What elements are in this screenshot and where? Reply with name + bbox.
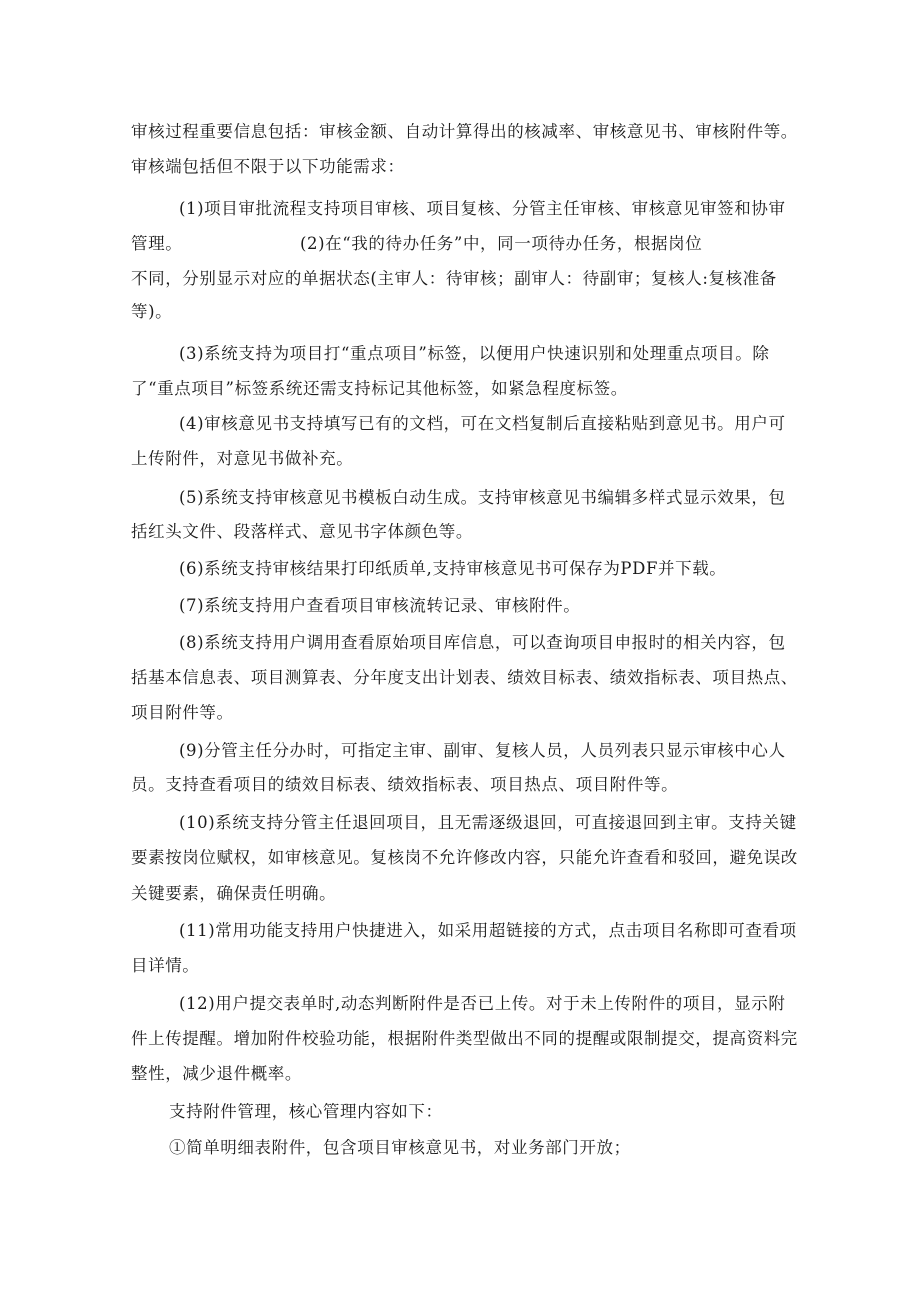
- text-line: (12)用户提交表单时,动态判断附件是否已上传。对于未上传附件的项目，显示附: [179, 994, 786, 1013]
- text-line: 要素按岗位赋权，如审核意见。复核岗不允许修改内容，只能允许查看和驳回，避免误改: [131, 848, 798, 867]
- text-line: 了“重点项目”标签系统还需支持标记其他标签，如紧急程度标签。: [131, 379, 628, 398]
- text-line: 等)。: [131, 302, 173, 321]
- text-line: (3)系统支持为项目打“重点项目”标签，以便用户快速识别和处理重点项目。除: [179, 344, 770, 363]
- text-line: 员。支持查看项目的绩效目标表、绩效指标表、项目热点、项目附件等。: [131, 775, 679, 794]
- text-line: (6)系统支持审核结果打印纸质单,支持审核意见书可保存为PDF并下载。: [179, 559, 727, 578]
- text-line: (1)项目审批流程支持项目审核、项目复核、分管主任审核、审核意见审签和协审: [179, 199, 786, 218]
- text-line: 关键要素，确保责任明确。: [131, 884, 337, 903]
- text-line: 上传附件，对意见书做补充。: [131, 449, 354, 468]
- text-line: 括基本信息表、项目测算表、分年度支出计划表、绩效目标表、绩效指标表、项目热点、: [131, 668, 798, 687]
- text-line: 目详情。: [131, 956, 200, 975]
- text-line: 审核端包括但不限于以下功能需求：: [131, 157, 405, 176]
- text-line: (7)系统支持用户查看项目审核流转记录、审核附件。: [179, 596, 581, 615]
- text-line: 括红头文件、段落样式、意见书字体颜色等。: [131, 522, 473, 541]
- text-line: (5)系统支持审核意见书模板白动生成。支持审核意见书编辑多样式显示效果，包: [179, 488, 786, 507]
- text-line: 不同，分别显示对应的单据状态(主审人：待审核；副审人：待副审；复核人:复核准备: [131, 269, 777, 288]
- text-line: ①简单明细表附件，包含项目审核意见书，对业务部门开放；: [169, 1138, 631, 1157]
- text-line: 管理。: [131, 234, 183, 253]
- text-line: (10)系统支持分管主任退回项目，且无需逐级退回，可直接退回到主审。支持关键: [179, 813, 797, 832]
- text-line: (2)在“我的待办任务”中，同一项待办任务，根据岗位: [300, 234, 703, 253]
- text-line: (8)系统支持用户调用查看原始项目库信息，可以查询项目申报时的相关内容，包: [179, 633, 786, 652]
- text-line: 项目附件等。: [131, 703, 234, 722]
- text-line: 件上传提醒。增加附件校验功能，根据附件类型做出不同的提醒或限制提交，提高资料完: [131, 1029, 798, 1048]
- text-line: 审核过程重要信息包括：审核金额、自动计算得出的核减率、审核意见书、审核附件等。: [131, 122, 798, 141]
- text-line: (11)常用功能支持用户快捷进入，如采用超链接的方式，点击项目名称即可查看项: [179, 921, 797, 940]
- text-line: (9)分管主任分办时，可指定主审、副审、复核人员，人员列表只显示审核中心人: [179, 741, 786, 760]
- text-line: 整性，减少退件概率。: [131, 1064, 302, 1083]
- text-line: (4)审核意见书支持填写已有的文档，可在文档复制后直接粘贴到意见书。用户可: [179, 414, 786, 433]
- text-line: 支持附件管理，核心管理内容如下：: [169, 1102, 443, 1121]
